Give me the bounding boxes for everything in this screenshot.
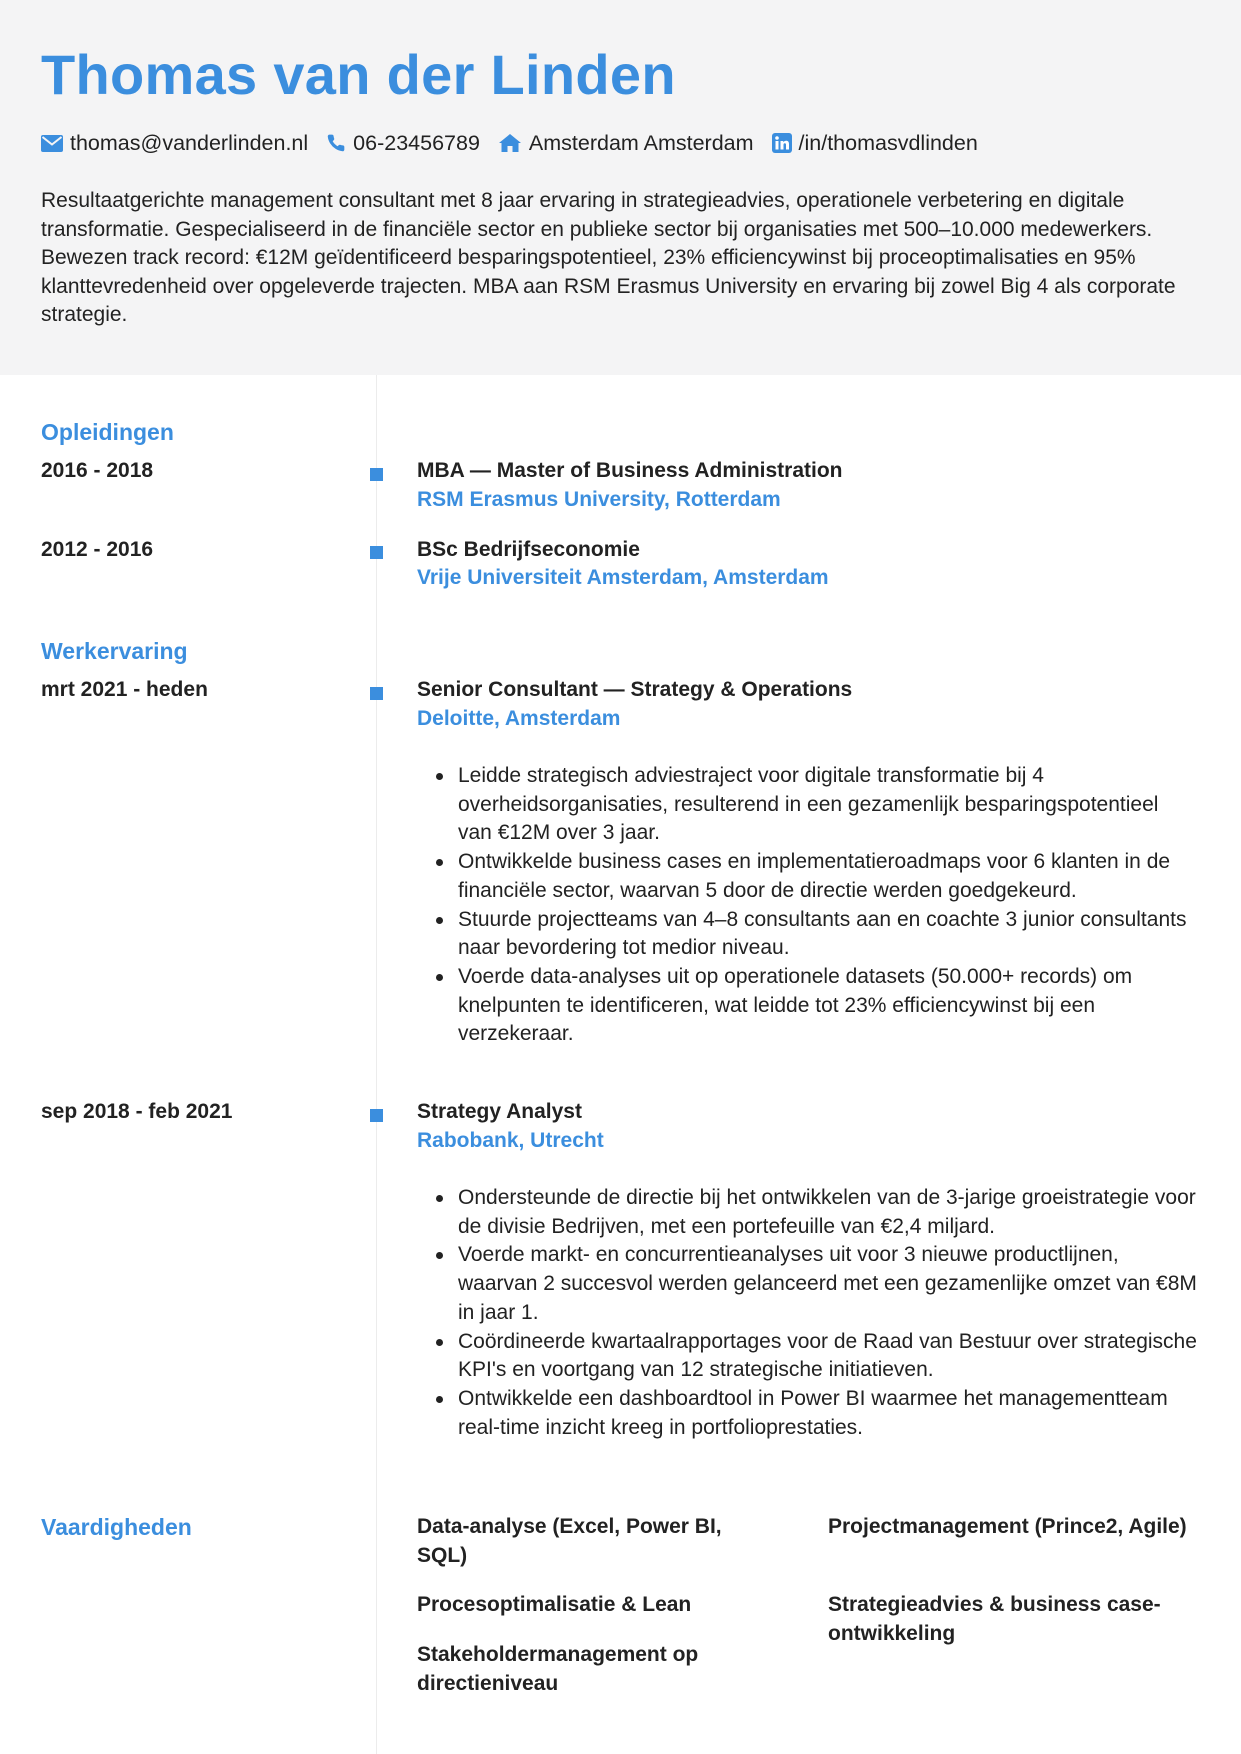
- achievement-item: Ontwikkelde business cases en implementatieroadmaps voor 6 klanten in de financiële sector, waarvan 5 door de directie werden goedgekeurd.: [417, 848, 1197, 905]
- linkedin-icon: [772, 133, 792, 153]
- phone-text: 06-23456789: [353, 130, 480, 155]
- achievement-item: Voerde data-analyses uit op operationele datasets (50.000+ records) om knelpunten te identificeren, wat leidde tot 23% efficiencywinst bij een verzekeraar.: [417, 963, 1197, 1049]
- skill-item: Procesoptimalisatie & Lean: [417, 1593, 692, 1616]
- timeline-marker: [370, 687, 383, 700]
- entry-company: Rabobank, Utrecht: [417, 1129, 604, 1152]
- entry-dates: 2016 - 2018: [41, 459, 154, 482]
- entry-dates: 2012 - 2016: [41, 538, 154, 561]
- entry-title: MBA — Master of Business Administration: [417, 459, 843, 482]
- timeline-marker: [370, 1109, 383, 1122]
- achievement-list: [417, 762, 1197, 1049]
- achievement-item: Ondersteunde de directie bij het ontwikkelen van de 3-jarige groeistrategie voor de divisie Bedrijven, met een portefeuille van €2,4 miljard.: [417, 1184, 1197, 1241]
- entry-dates: sep 2018 - feb 2021: [41, 1100, 233, 1123]
- timeline-marker: [370, 468, 383, 481]
- entry-title: Strategy Analyst: [417, 1100, 582, 1123]
- entry-title: BSc Bedrijfseconomie: [417, 538, 640, 561]
- candidate-name: Thomas van der Linden: [41, 43, 676, 106]
- contact-location: [498, 131, 754, 156]
- skill-item: Strategieadvies & business case-ontwikkeling: [828, 1593, 1161, 1645]
- skill-item: Stakeholdermanagement op directieniveau: [417, 1643, 699, 1695]
- skill-item: Projectmanagement (Prince2, Agile): [828, 1515, 1187, 1538]
- contact-phone[interactable]: [326, 131, 480, 156]
- profile-summary: Resultaatgerichte management consultant met 8 jaar ervaring in strategieadvies, operationele verbetering en digitale transformatie. Gespecialiseerd in de financiële sector en publieke sector bij organisaties met 500–10.000 medewerkers. Bewezen track record: €12M geïdentificeerd besparingspotentieel, 23% efficiencywinst bij proceoptimalisaties en 95% klanttevredenheid over opgeleverde trajecten. MBA aan RSM Erasmus University en ervaring bij zowel Big 4 als corporate strategie.: [41, 189, 1176, 327]
- achievement-list: [417, 1184, 1197, 1442]
- achievement-item: Stuurde projectteams van 4–8 consultants aan en coachte 3 junior consultants naar bevordering tot medior niveau.: [417, 906, 1197, 963]
- entry-company: Deloitte, Amsterdam: [417, 707, 621, 730]
- linkedin-text: /in/thomasvdlinden: [798, 130, 978, 155]
- achievement-item: Voerde markt- en concurrentieanalyses uit voor 3 nieuwe productlijnen, waarvan 2 succesvol werden gelanceerd met een gezamenlijke omzet van €8M in jaar 1.: [417, 1241, 1197, 1327]
- email-text: thomas@vanderlinden.nl: [70, 130, 309, 155]
- envelope-icon: [41, 135, 63, 152]
- resume-header: [0, 0, 1241, 375]
- section-title-skills: Vaardigheden: [41, 1514, 192, 1540]
- achievement-item: Coördineerde kwartaalrapportages voor de Raad van Bestuur over strategische KPI's en voortgang van 12 strategische initiatieven.: [417, 1328, 1197, 1385]
- contact-linkedin[interactable]: [772, 131, 978, 156]
- section-title-experience: Werkervaring: [41, 638, 188, 664]
- home-icon: [498, 133, 522, 153]
- contact-email[interactable]: [41, 131, 308, 156]
- section-title-education: Opleidingen: [41, 419, 174, 445]
- achievement-item: Ontwikkelde een dashboardtool in Power BI waarmee het managementteam real-time inzicht kreeg in portfolioprestaties.: [417, 1385, 1197, 1442]
- entry-dates: mrt 2021 - heden: [41, 678, 208, 701]
- phone-icon: [326, 133, 346, 153]
- contact-bar: [41, 128, 996, 158]
- entry-title: Senior Consultant — Strategy & Operations: [417, 678, 853, 701]
- location-text: Amsterdam Amsterdam: [528, 130, 754, 155]
- timeline-marker: [370, 546, 383, 559]
- achievement-item: Leidde strategisch adviestraject voor digitale transformatie bij 4 overheidsorganisaties, resulterend in een gezamenlijk besparingspotentieel van €12M over 3 jaar.: [417, 762, 1197, 848]
- entry-institution: Vrije Universiteit Amsterdam, Amsterdam: [417, 566, 829, 589]
- timeline-divider: [376, 375, 377, 1754]
- entry-institution: RSM Erasmus University, Rotterdam: [417, 488, 781, 511]
- skill-item: Data-analyse (Excel, Power BI, SQL): [417, 1515, 722, 1567]
